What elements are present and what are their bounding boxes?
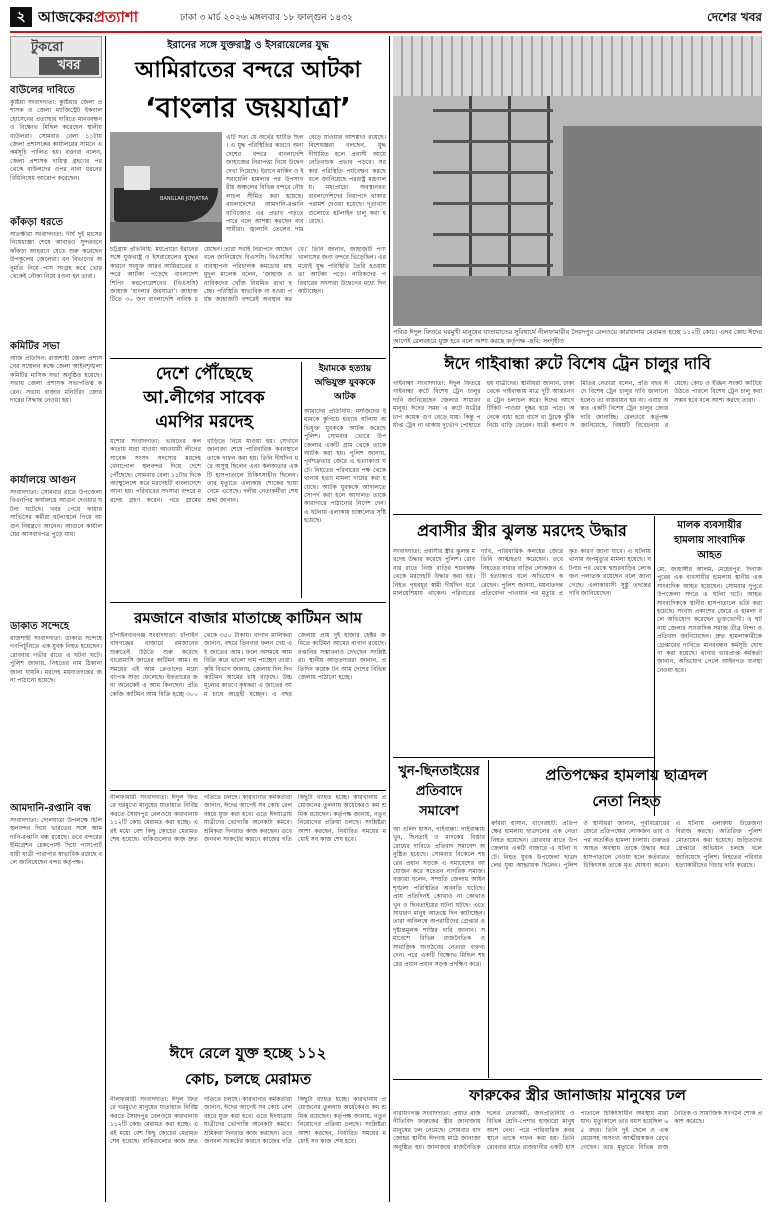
masthead	[10, 6, 762, 30]
sidebar-item-title: ডাকাত সন্দেহে	[10, 621, 70, 632]
ship-story-body: চট্টগ্রাম প্রতিনিধি: মধ্যপ্রাচ্যে ইরানের সঙ্গে যুক্তরাষ্ট্র ও ইসরায়েলের যুদ্ধের কারণে সংযুক্ত আরব আমিরাতের বন্দরে আটকা পড়েছে বাংলাদেশ শিপিং করপোরেশনের (বিএসসি) জাহাজ ‘বাংলার জয়যাত্রা’। জাহাজটিতে ৩০ জন বাংলাদেশি নাবিক রয়েছেন। তারা সবাই নিরাপদে আছেন বলে জানিয়েছে বিএসসি। বিএসসির ব্যবস্থাপনা পরিচালক কমডোর মাহমুদুল মালেক বলেন, ‘জাহাজ ও নাবিকদের খোঁজ নিয়মিত রাখা হচ্ছে। পরিস্থিতি স্বাভাবিক না হওয়া পর্যন্ত জাহাজটি বন্দরেই অবস্থান করবে।’ তিনি জানান, জাহাজটি পণ্য খালাসের জন্য বন্দরে ভিড়েছিল। এর মধ্যেই যুদ্ধ পরিস্থিতি তৈরি হওয়ায় তা আটকা পড়ে। নাবিকদের পরিবারের সদস্যরা উদ্বেগের মধ্যে দিন কাটাচ্ছেন।	[110, 246, 386, 304]
sidebar-badge-line1: টুকরো	[31, 40, 64, 55]
column-divider	[389, 756, 390, 1202]
section-rule	[393, 347, 762, 348]
section-rule	[110, 602, 386, 603]
sidebar-item-body: কুষ্টিয়া সংবাদদাতা: কুষ্টিয়ার জেলা প্রশাসক ও জেলা ম্যাজিস্ট্রেট ইকবাল হোসেনের প্রত্যাহার দাবিতে মানববন্ধন ও বিক্ষোভ মিছিল করেছেন স্থানীয় বাউলরা। সোমবার বেলা ১১টায় জেলা প্রশাসকের কার্যালয়ের সামনে এ কর্মসূচি পালিত হয়। বক্তারা বলেন, জেলা প্রশাসক দায়িত্ব গ্রহণের পর থেকে বাউলদের ওপর নানা ধরনের বিধিনিষেধ আরোপ করেছেন।	[10, 99, 102, 182]
imam-headline-line2: অভিযুক্ত যুবককে	[314, 378, 376, 388]
sidebar-item-title: কার্যালয়ে আগুন	[10, 475, 76, 486]
workshop-photo	[393, 36, 762, 326]
mp-headline-line1: দেশে পৌঁছেছে	[155, 364, 253, 384]
rally-headline-line1: খুন-ছিনতাইয়ের	[398, 764, 480, 779]
photo-roof	[393, 36, 762, 96]
chhatradal-headline-line1: প্রতিপক্ষের হামলায় ছাত্রদল	[545, 766, 708, 784]
eid-rail-headline-line1: ঈদে রেলে যুক্ত হচ্ছে ১১২	[169, 1044, 327, 1062]
sidebar-badge-line2: খবর	[39, 57, 99, 75]
rally-headline-line3: সমাবেশ	[419, 804, 459, 819]
column-divider	[105, 36, 106, 1202]
sidebar-column	[10, 36, 102, 1202]
ship-headline-line1: আমিরাতের বন্দরে আটকা	[135, 58, 361, 83]
sidebar-item-body: সাতক্ষীরা সংবাদদাতা: দীর্ঘ দুই মাসের নিষেধাজ্ঞা শেষে আবারও সুন্দরবনে কাঁকড়া আহরণে যেতে শুরু করেছেন উপকূলের জেলেরা। বন বিভাগের অনুমতি নিয়ে পাস সংগ্রহ করে ভোর থেকেই নৌকা নিয়ে রওনা হন তারা।	[10, 231, 102, 281]
sidebar-item-title: বাউলের দাবিতে	[10, 85, 75, 96]
page-number: ২	[10, 7, 32, 27]
photo-coach	[563, 126, 762, 276]
brand-logo	[38, 6, 158, 28]
train-headline: ঈদে গাইবান্ধা রুটে বিশেষ ট্রেন চালুর দাবি	[444, 354, 711, 373]
eid-rail-story-body: নীলফামারী সংবাদদাতা: ঈদুল ফিতরে ঘরমুখো মানুষের যাতায়াত নির্বিঘ্ন করতে সৈয়দপুর রেলওয়ে কারখানায় ১১২টি কোচ মেরামত করা হচ্ছে। এরই মধ্যে বেশ কিছু কোচের মেরামত শেষ হয়েছে। বাকিগুলোর কাজ দ্রুত গতিতে চলছে। কারখানার কর্মকর্তারা জানান, ঈদের আগেই সব কোচ রেলবহরে যুক্ত করা হবে। এতে ঈদযাত্রায় যাত্রীদের ভোগান্তি অনেকটা কমবে। শ্রমিকরা দিনরাত কাজ করছেন। তবে জনবল সংকটের কারণে কাজের গতি কিছুটা ব্যাহত হচ্ছে। কারখানায় প্রয়োজনের তুলনায় অর্ধেকেরও কম শ্রমিক রয়েছেন। কর্তৃপক্ষ জানায়, নতুন নিয়োগের প্রক্রিয়া চলছে। সংশ্লিষ্টরা আশা করছেন, নির্ধারিত সময়ের মধ্যেই সব কাজ শেষ হবে।	[110, 1096, 386, 1146]
ship-headline-line2: ‘বাংলার জয়যাত্রা’	[145, 91, 351, 124]
sidebar-item	[10, 474, 102, 614]
sidebar-item	[10, 620, 102, 796]
section-rule	[110, 790, 386, 791]
photo-caption: পবিত্র ঈদুল ফিতরে ঘরমুখী মানুষের যাতায়াতের সুবিধার্থে নীলফামারীর সৈয়দপুর রেলওয়ে কারখানায় মেরামত হচ্ছে ১১২টি কোচ। এসব কোচ ঈদের আগেই রেলবহরে যুক্ত হবে বলে আশা করছে কর্তৃপক্ষ -ছবি: সংগৃহীত	[393, 328, 762, 345]
sidebar-item	[10, 340, 102, 470]
column-divider	[389, 36, 390, 756]
mango-headline: রমজানে বাজার মাতাচ্ছে কাটিমন আম	[134, 609, 362, 627]
sidebar-item	[10, 84, 102, 212]
brand-logo-part-a: আজকের	[38, 8, 94, 26]
chhatradal-story-body: রুবিয়া হাসান, বাগেরহাট: প্রতিপক্ষের হামলায় ছাত্রদলের এক নেতা নিহত হয়েছেন। রোববার রাতে উপজেলার একটি বাজারে এ ঘটনা ঘটে। নিহত যুবক উপজেলা ছাত্রদলের যুগ্ম আহ্বায়ক ছিলেন। পুলিশ ও স্থানীয়রা জানান, পূর্ববিরোধের জেরে প্রতিপক্ষের লোকজন তার ওপর অতর্কিত হামলা চালায়। গুরুতর আহত অবস্থায় তাকে উদ্ধার করে হাসপাতালে নেওয়া হলে কর্তব্যরত চিকিৎসক তাকে মৃত ঘোষণা করেন। এ ঘটনায় এলাকায় উত্তেজনা বিরাজ করছে। অতিরিক্ত পুলিশ মোতায়েন করা হয়েছে। জড়িতদের গ্রেপ্তারে অভিযান চলছে বলে জানিয়েছে পুলিশ। নিহতের পরিবার হত্যাকারীদের বিচার দাবি করেছে।	[491, 820, 762, 870]
ship-water	[110, 222, 222, 242]
section-rule	[393, 514, 762, 515]
rally-story-body: আ ওলিদ হাসন, গাইবান্ধা: গাইবান্ধায় খুন, ছিনতাই ও মাদকের বিস্তার রোধের দাবিতে প্রতিবাদ সমাবেশ অনুষ্ঠিত হয়েছে। সোমবার বিকেলে শহরের প্রধান সড়কে এ সমাবেশের আয়োজন করে সচেতন নাগরিক সমাজ। বক্তারা বলেন, সম্প্রতি জেলায় আইনশৃঙ্খলা পরিস্থিতির অবনতি ঘটেছে। প্রায় প্রতিদিনই কোথাও না কোথাও খুন ও ছিনতাইয়ের ঘটনা ঘটছে। এতে সাধারণ মানুষ আতঙ্কে দিন কাটাচ্ছেন। তারা অবিলম্বে অপরাধীদের গ্রেপ্তার ও দৃষ্টান্তমূলক শাস্তির দাবি জানান। সমাবেশে বিভিন্ন রাজনৈতিক ও সামাজিক সংগঠনের নেতারা বক্তব্য দেন। পরে একটি বিক্ষোভ মিছিল শহরের প্রধান প্রধান সড়ক প্রদক্ষিণ করে।	[393, 826, 485, 968]
column-divider	[488, 760, 489, 1078]
eid-rail-intro: নীলফামারী সংবাদদাতা: ঈদুল ফিতরে ঘরমুখো মানুষের যাতায়াত নির্বিঘ্ন করতে সৈয়দপুর রেলওয়ে কারখানায় ১১২টি কোচ মেরামত করা হচ্ছে। এরই মধ্যে বেশ কিছু কোচের মেরামত শেষ হয়েছে। বাকিগুলোর কাজ দ্রুত গতিতে চলছে। কারখানার কর্মকর্তারা জানান, ঈদের আগেই সব কোচ রেলবহরে যুক্ত করা হবে। এতে ঈদযাত্রায় যাত্রীদের ভোগান্তি অনেকটা কমবে। শ্রমিকরা দিনরাত কাজ করছেন। তবে জনবল সংকটের কারণে কাজের গতি কিছুটা ব্যাহত হচ্ছে। কারখানায় প্রয়োজনের তুলনায় অর্ধেকেরও কম শ্রমিক রয়েছেন। কর্তৃপক্ষ জানায়, নতুন নিয়োগের প্রক্রিয়া চলছে। সংশ্লিষ্টরা আশা করছেন, নির্ধারিত সময়ের মধ্যেই সব কাজ শেষ হবে।	[110, 794, 386, 844]
trader-headline-line1: মালক ব্যবসায়ীর	[677, 520, 742, 531]
section-rule	[393, 1079, 762, 1080]
trader-headline-line3: আহত	[697, 550, 722, 561]
trader-story-body: মো. জাহাঙ্গীর আলম, মেহেরপুর: দিনাজপুরের এক ব্যবসায়ীর হামলায় স্থানীয় এক সাংবাদিক আহত হয়েছেন। সোমবার দুপুরে উপজেলা সদরে এ ঘটনা ঘটে। আহত সাংবাদিককে স্থানীয় হাসপাতালে ভর্তি করা হয়েছে। সংবাদ প্রকাশের জেরে এ হামলা বলে অভিযোগ করেছেন ভুক্তভোগী। এ ঘটনায় জেলার সাংবাদিক সমাজ তীব্র নিন্দা ও প্রতিবাদ জানিয়েছেন। দ্রুত হামলাকারীকে গ্রেপ্তারের দাবিতে মানববন্ধন কর্মসূচি ঘোষণা করা হয়েছে। থানার ভারপ্রাপ্ত কর্মকর্তা জানান, অভিযোগ পেলে আইনগত ব্যবস্থা নেওয়া হবে।	[657, 566, 762, 674]
header-rule	[10, 31, 762, 33]
mp-headline-line3: এমপির মরদেহ	[155, 412, 253, 432]
farooq-headline: ফারুকের স্ত্রীর জানাজায় মানুষের ঢল	[469, 1086, 686, 1104]
ship-name-text: BANGLAR JOYJATRA	[160, 196, 209, 202]
sidebar-item-title: কমিটির সভা	[10, 341, 60, 352]
war-continuation-body: এটি সত্য যে অর্থের ঘাটতি ছিল। এ যুদ্ধ পরিস্থিতির কারণে অন্য দেশের বন্দরে বাংলাদেশি জাহাজের নিরাপত্তা নিয়ে উদ্বেগ দেখা দিয়েছে। ইরানে মার্কিন ও ইসরায়েলি হামলার পর উপসাগরীয় অঞ্চলের বিভিন্ন বন্দরে নৌচলাচল সীমিত করা হয়েছে। বাংলাদেশের আমদানি-রপ্তানি বাণিজ্যেও এর প্রভাব পড়তে পারে বলে আশঙ্কা করছেন ব্যবসায়ীরা। জ্বালানি তেলের দাম বেড়ে যাওয়ার আশঙ্কাও রয়েছে। বিশেষজ্ঞরা বলছেন, যুদ্ধ দীর্ঘায়িত হলে প্রবাসী আয়ে নেতিবাচক প্রভাব পড়বে। সরকার পরিস্থিতি পর্যবেক্ষণ করছে বলে জানিয়েছে পররাষ্ট্র মন্ত্রণালয়। মধ্যপ্রাচ্যে অবস্থানরত বাংলাদেশিদের নিরাপদে থাকার পরামর্শ দেওয়া হয়েছে। দূতাবাসগুলোতে হটলাইন চালু করা হয়েছে।	[226, 134, 386, 234]
expat-story-body: সংবাদদাতা: প্রবাসীর স্ত্রীর ঝুলন্ত মরদেহ উদ্ধার করেছে পুলিশ। রোববার রাতে নিজ বাড়ির শয়নকক্ষ থেকে মরদেহটি উদ্ধার করা হয়। নিহত গৃহবধূর স্বামী দীর্ঘদিন ধরে মালয়েশিয়ায় থাকেন। পরিবারের দাবি, পারিবারিক কলহের জেরে তিনি আত্মহত্যা করেছেন। তবে নিহতের বাবার বাড়ির লোকজন এটি হত্যাকাণ্ড বলে অভিযোগ করেছেন। পুলিশ জানায়, ময়নাতদন্ত প্রতিবেদন পাওয়ার পর মৃত্যুর প্রকৃত কারণ জানা যাবে। এ ঘটনায় থানায় অপমৃত্যুর মামলা হয়েছে। ঘটনার পর থেকে শ্বশুরবাড়ির লোকজন পলাতক রয়েছেন বলে জানা গেছে। এলাকাবাসী সুষ্ঠু তদন্তের দাবি জানিয়েছেন।	[393, 548, 651, 598]
sidebar-item-title: কাঁকড়া ধরতে	[10, 217, 64, 228]
imam-headline-line1: ইমামকে হত্যায়	[318, 364, 372, 374]
farooq-story-body: নারায়ণগঞ্জ সংবাদদাতা: প্রয়াত রাজনীতিবিদ ফারুকের স্ত্রীর জানাজায় মানুষের ঢল নেমেছে। সোমবার বাদ জোহর স্থানীয় ঈদগাহ মাঠে জানাজা অনুষ্ঠিত হয়। জানাজায় রাজনৈতিক দলের নেতাকর্মী, জনপ্রতিনিধি ও বিভিন্ন শ্রেণি-পেশার হাজারো মানুষ অংশ নেন। পরে পারিবারিক কবরস্থানে তাকে দাফন করা হয়। তিনি রোববার রাতে রাজধানীর একটি হাসপাতালে চিকিৎসাধীন অবস্থায় মারা যান। মৃত্যুকালে তার বয়স হয়েছিল ৬৫ বছর। তিনি দুই ছেলে ও এক মেয়েসহ অসংখ্য আত্মীয়স্বজন রেখে গেছেন। তার মৃত্যুতে বিভিন্ন রাজনৈতিক ও সামাজিক সংগঠন শোক প্রকাশ করেছে।	[393, 1110, 762, 1151]
trader-headline-line2: হামলায় সাংবাদিক	[674, 535, 745, 546]
sidebar-item-body: সংবাদদাতা: দোলযাত্রা উপলক্ষে হিলি স্থলবন্দর দিয়ে ভারতের সঙ্গে আমদানি-রপ্তানি বন্ধ রয়েছে। তবে বন্দরের ইমিগ্রেশন চেকপোস্ট দিয়ে পাসপোর্টধারী যাত্রী পারাপার স্বাভাবিক রয়েছে বলে জানিয়েছেন বন্দর কর্তৃপক্ষ।	[10, 817, 102, 867]
imam-story-body: আমাদের প্রতিনিধি: মসজিদের ইমামকে কুপিয়ে হত্যার ঘটনায় অভিযুক্ত যুবককে আটক করেছে পুলিশ। সোমবার ভোরে উপজেলার একটি গ্রাম থেকে তাকে আটক করা হয়। পুলিশ জানায়, পূর্বশত্রুতার জেরে এ হত্যাকাণ্ড ঘটে। নিহতের পরিবারের পক্ষ থেকে থানায় হত্যা মামলা দায়ের করা হয়েছে। আটক যুবককে আদালতে সোপর্দ করা হলে আদালত তাকে কারাগারে পাঠানোর নির্দেশ দেন। এ ঘটনায় এলাকায় চাঞ্চল্যের সৃষ্টি হয়েছে।	[304, 408, 386, 525]
dateline: ঢাকা ৩ মার্চ ২০২৬ মঙ্গলবার ১৮ ফাল্গুন ১৪৩২	[180, 13, 353, 23]
sidebar-item	[10, 802, 102, 1198]
war-strap: ইরানের সঙ্গে যুক্তরাষ্ট্র ও ইসরায়েলের যুদ্ধ	[167, 40, 329, 51]
mango-story-body: চাঁপাইনবাবগঞ্জ সংবাদদাতা: চাঁপাইনবাবগঞ্জের বাজারে রমজানের শুরুতেই উঠতে শুরু করেছে বারোমাসি জাতের কাটিমন আম। অসময়ের এই আম ক্রেতাদের মধ্যে ব্যাপক সাড়া ফেলেছে। ইফতারের জন্য অনেকেই এ আম কিনছেন। প্রতি কেজি কাটিমন আম বিক্রি হচ্ছে ৩০০ থেকে ৩৫০ টাকায়। বাগান মালিকরা জানান, বছরে তিনবার ফলন দেয় এই জাতের আম। ফলে অসময়ে আম বিক্রি করে ভালো দাম পাচ্ছেন তারা। কৃষি বিভাগ জানায়, জেলায় দিন দিন কাটিমন আমের চাষ বাড়ছে। উচ্চমূল্যের কারণে কৃষকরা এ জাতের আম চাষে আগ্রহী হচ্ছেন। এ বছর জেলায় প্রায় দুই হাজার হেক্টর জমিতে কাটিমন আমের বাগান রয়েছে। রপ্তানির সম্ভাবনাও দেখছেন সংশ্লিষ্টরা। স্থানীয় আড়তদাররা জানান, প্রতিদিন কয়েক টন আম দেশের বিভিন্ন জেলায় পাঠানো হচ্ছে।	[110, 632, 386, 698]
sidebar-badge	[10, 36, 102, 78]
sidebar-item-body: সংবাদদাতা: সোমবার রাতে উপজেলা বিএনপির কার্যালয়ে আগুন দেওয়ার ঘটনা ঘটেছে। খবর পেয়ে ফায়ার সার্ভিসের কর্মীরা ঘটনাস্থলে গিয়ে আগুন নিয়ন্ত্রণে আনেন। আগুনে কার্যালয়ের আসবাবপত্র পুড়ে যায়।	[10, 489, 102, 539]
ship-photo	[110, 132, 222, 242]
mp-headline-line2: আ.লীগের সাবেক	[143, 388, 265, 408]
section-rule	[110, 358, 386, 359]
imam-headline-line3: আটক	[334, 392, 356, 402]
train-story-body: গাইবান্ধা সংবাদদাতা: ঈদুল ফিতরে গাইবান্ধা রুটে বিশেষ ট্রেন চালুর দাবি জানিয়েছেন জেলার সাধারণ মানুষ। ঈদের সময় এ রুটে যাত্রীর চাপ কয়েক গুণ বেড়ে যায়। কিন্তু পর্যাপ্ত ট্রেন না থাকায় দুর্ভোগ পোহাতে হয় যাত্রীদের। স্থানীয়রা জানান, ঢাকা থেকে গাইবান্ধায় মাত্র দুটি আন্তঃনগর ট্রেন চলাচল করে। ঈদের আগে টিকিট পাওয়া দুষ্কর হয়ে পড়ে। অনেকে বাধ্য হয়ে বাসে বা ট্রাকে ঝুঁকি নিয়ে বাড়ি ফেরেন। যাত্রী কল্যাণ সমিতির নেতারা বলেন, প্রতি বছর ঈদে বিশেষ ট্রেন চালুর দাবি জানানো হলেও তা বাস্তবায়ন হয় না। এবার অন্তত একটি বিশেষ ট্রেন চালুর জোর দাবি জানাচ্ছি। রেলওয়ে কর্তৃপক্ষ জানিয়েছে, বিষয়টি বিবেচনায় রয়েছে। কোচ ও ইঞ্জিন সংকট কাটিয়ে উঠতে পারলে বিশেষ ট্রেন চালু করা সম্ভব হবে বলে আশা করছে তারা।	[393, 380, 762, 430]
mp-story-body: যশোর সংবাদদাতা: ভারতের কলকাতায় মারা যাওয়া আওয়ামী লীগের সাবেক সংসদ সদস্যের মরদেহ বেনাপোল স্থলবন্দর দিয়ে দেশে পৌঁছেছে। সোমবার বেলা ১১টার দিকে অ্যাম্বুলেন্সে করে মরদেহটি বাংলাদেশে আনা হয়। পরিবারের সদস্যরা বন্দরে মরদেহ গ্রহণ করেন। পরে গ্রামের বাড়িতে নিয়ে যাওয়া হয়। সেখানে জানাজা শেষে পারিবারিক কবরস্থানে তাকে দাফন করা হয়। তিনি দীর্ঘদিন ধরে অসুস্থ ছিলেন এবং কলকাতার একটি হাসপাতালে চিকিৎসাধীন ছিলেন। তার মৃত্যুতে এলাকায় শোকের ছায়া নেমে এসেছে। দলীয় নেতাকর্মীরা শেষ শ্রদ্ধা জানান।	[110, 438, 298, 504]
photo-floor	[393, 276, 762, 326]
brand-logo-part-b: প্রত্যাশা	[93, 8, 139, 26]
eid-rail-headline-line2: কোচ, চলছে মেরামত	[184, 1070, 312, 1088]
sidebar-item	[10, 216, 102, 336]
sidebar-item-body: রাজশাহী সংবাদদাতা: ডাকাত সন্দেহে গণপিটুনিতে এক যুবক নিহত হয়েছেন। রোববার গভীর রাতে এ ঘটনা ঘটে। পুলিশ জানায়, নিহতের নাম ঠিকানা জানা যায়নি। মরদেহ ময়নাতদন্তের জন্য পাঠানো হয়েছে।	[10, 635, 102, 685]
ship-bridge	[124, 166, 150, 190]
chhatradal-headline-line2: নেতা নিহত	[592, 792, 661, 810]
sidebar-item-body: আজ প্রতিদিন: রাজশাহী জেলা প্রশাসনের সম্মেলন কক্ষে জেলা আইনশৃঙ্খলা কমিটির মাসিক সভা অনুষ্ঠিত হয়েছে। সভায় জেলা প্রশাসক সভাপতিত্ব করেন। সভায় বাজার মনিটরিং জোরদারের সিদ্ধান্ত নেওয়া হয়।	[10, 355, 102, 405]
expat-headline: প্রবাসীর স্ত্রীর ঝুলন্ত মরদেহ উদ্ধার	[417, 521, 627, 540]
section-rule	[393, 757, 654, 758]
section-title: দেশের খবর	[706, 10, 762, 24]
rally-headline-line2: প্রতিবাদে	[415, 784, 463, 799]
column-divider	[301, 362, 302, 598]
sidebar-item-title: আমদানি-রপ্তানি বন্ধ	[10, 803, 91, 814]
